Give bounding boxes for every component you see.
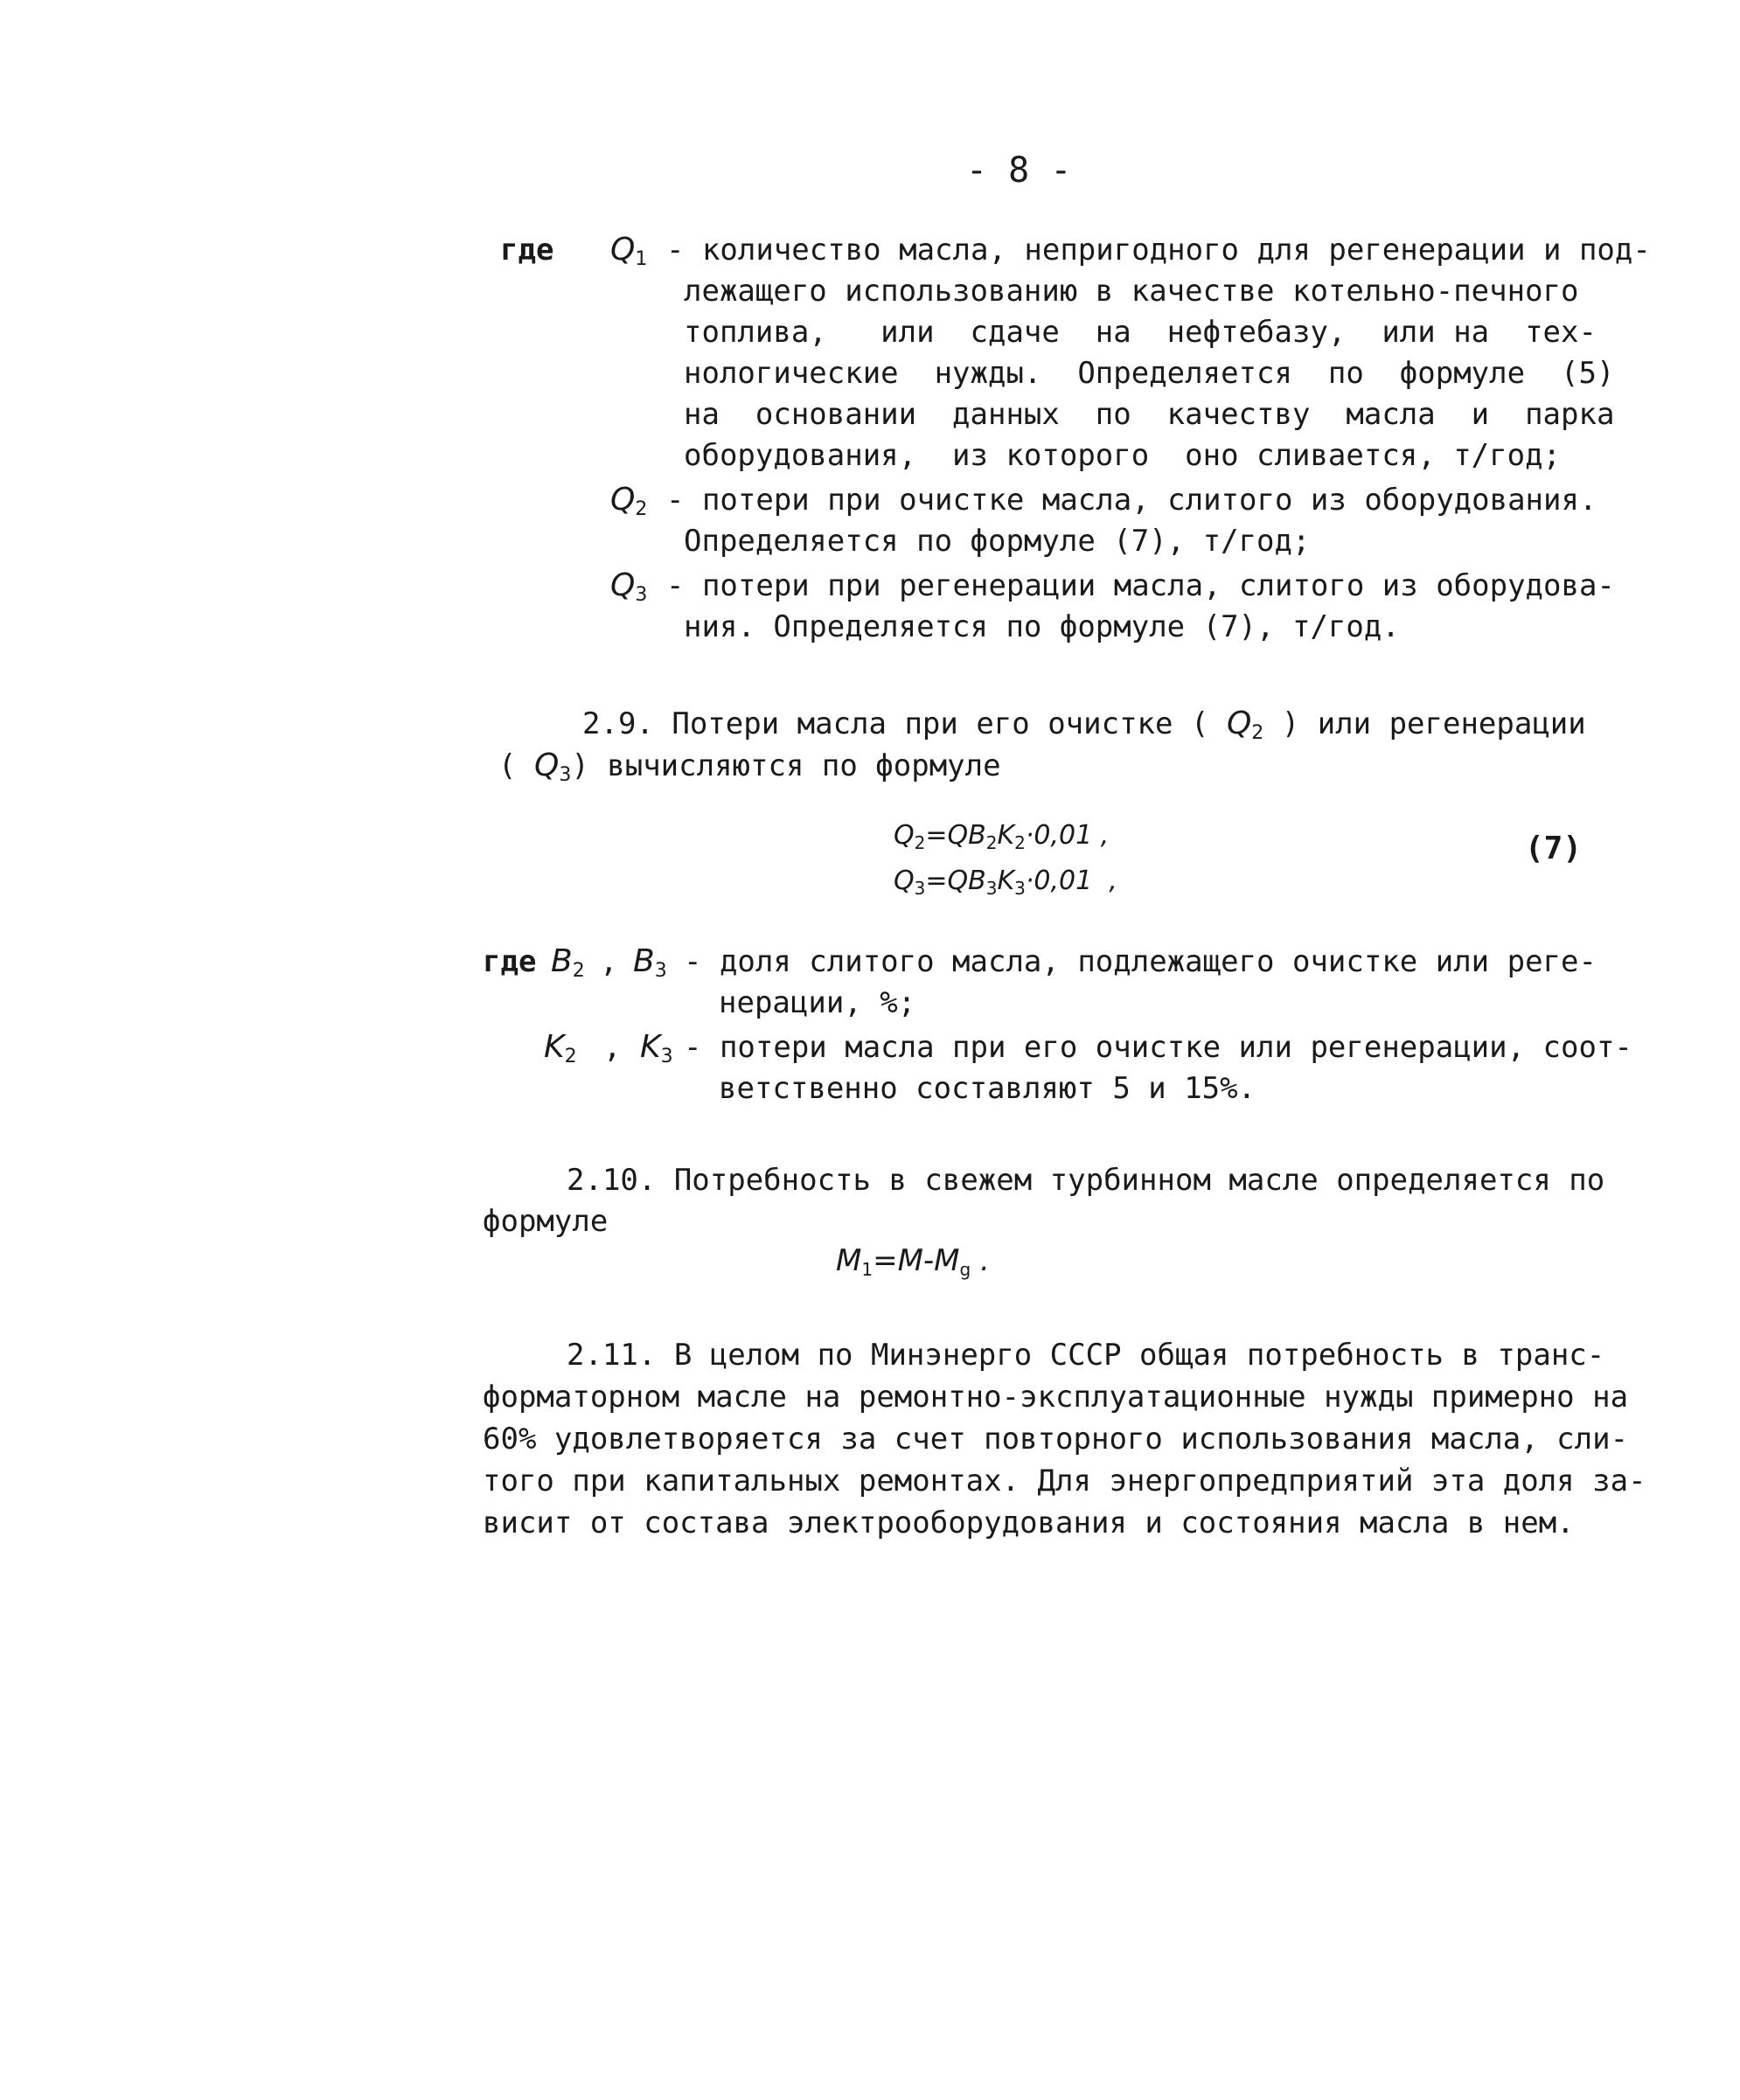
- q3-definition-line: ния. Определяется по формуле (7), т/год.: [684, 609, 1400, 644]
- q3-definition-line: - потери при регенерации масла, слитого из оборудова-: [666, 568, 1615, 603]
- symbol-q2: $Q_2$: [610, 482, 648, 520]
- separator: ,: [603, 1030, 622, 1065]
- symbol-q3: $Q_3$: [533, 748, 572, 786]
- formula-m1: $M_1=M-M_g$ .: [836, 1243, 990, 1280]
- formula-q2: $Q_2=QB_2K_2\cdot 0,01$ ,: [894, 820, 1110, 853]
- q1-definition-line: - количество масла, непригодного для регенерации и под-: [666, 233, 1651, 268]
- paragraph-line: форматорном масле на ремонтно-эксплуатационные нужды примерно на: [483, 1380, 1629, 1415]
- b-definition-line: нерации, %;: [719, 985, 916, 1020]
- formula-q3: $Q_3=QB_3K_3\cdot 0,01$ ,: [894, 866, 1117, 899]
- q1-definition-line: топлива, или сдаче на нефтебазу, или на тех-: [684, 315, 1597, 350]
- paragraph-line: формуле: [483, 1204, 609, 1239]
- symbol-q1: $Q_1$: [610, 232, 648, 270]
- page-number: - 8 -: [966, 150, 1072, 191]
- q2-definition-line: - потери при очистке масла, слитого из оборудования.: [666, 483, 1597, 518]
- symbol-b2: $B_2$: [551, 943, 585, 982]
- k-definition-line: - потери масла при его очистке или регенерации, соот-: [684, 1030, 1632, 1065]
- q1-definition-line: оборудования, из которого оно сливается, т/год;: [684, 438, 1562, 473]
- where-label: где: [483, 944, 537, 979]
- symbol-k3: $K_3$: [640, 1029, 673, 1067]
- symbol-q2: $Q_2$: [1226, 706, 1264, 744]
- equation-number: (7): [1525, 831, 1583, 866]
- paragraph-line: 2.10. Потребность в свежем турбинном масле определяется по: [567, 1163, 1605, 1198]
- q2-definition-line: Определяется по формуле (7), т/год;: [684, 524, 1311, 559]
- b-definition-line: - доля слитого масла, подлежащего очистке или реге-: [684, 944, 1597, 979]
- q1-definition-line: нологические нужды. Определяется по формуле (5): [684, 356, 1615, 391]
- paragraph-line: ( $Q_3$) вычисляются по формуле: [498, 748, 1001, 786]
- paragraph-line: 2.11. В целом по Минэнерго СССР общая потребность в транс-: [567, 1338, 1605, 1373]
- symbol-b3: $B_3$: [633, 943, 667, 982]
- q1-definition-line: лежащего использованию в качестве котельно-печного: [684, 274, 1579, 309]
- paragraph-line: того при капитальных ремонтах. Для энергопредприятий эта доля за-: [483, 1464, 1646, 1499]
- symbol-q3: $Q_3$: [610, 567, 648, 606]
- paragraph-line: висит от состава электрооборудования и состояния масла в нем.: [483, 1505, 1575, 1540]
- k-definition-line: ветственно составляют 5 и 15%.: [719, 1071, 1256, 1106]
- where-label: где: [500, 233, 554, 268]
- paragraph-line: 2.9. Потери масла при его очистке ( $Q_2$ ) или регенерации: [582, 706, 1586, 744]
- symbol-k2: $K_2$: [544, 1029, 577, 1067]
- paragraph-line: 60% удовлетворяется за счет повторного использования масла, сли-: [483, 1422, 1629, 1457]
- separator: ,: [600, 944, 618, 979]
- q1-definition-line: на основании данных по качеству масла и парка: [684, 397, 1615, 432]
